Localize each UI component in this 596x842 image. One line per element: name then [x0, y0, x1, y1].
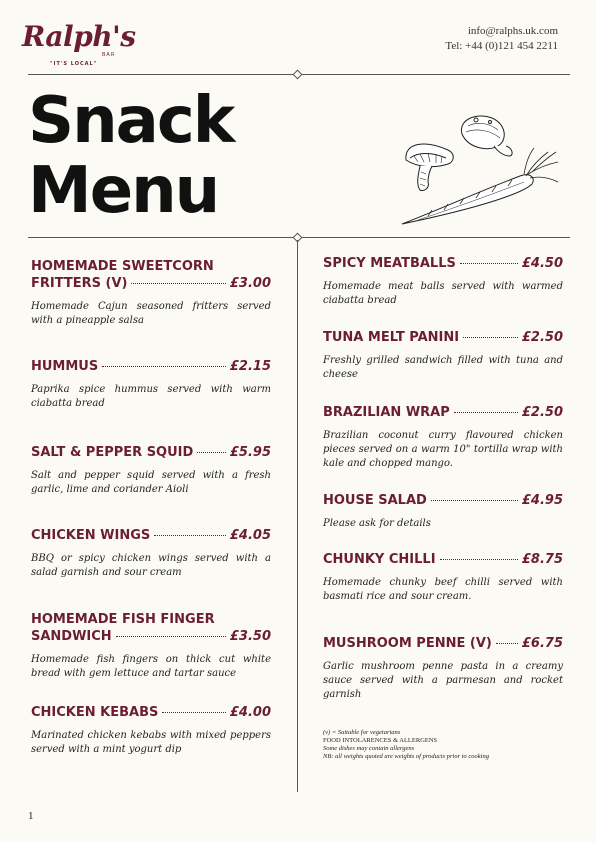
item-price: £4.50: [521, 256, 563, 271]
item-price: £3.50: [229, 629, 271, 644]
leader-dots: [431, 500, 518, 501]
menu-item-chunky-chilli: [323, 551, 563, 604]
item-description: Homemade meat balls served with warmed ciabatta bread: [323, 281, 563, 306]
logo-sub: BAR: [102, 52, 116, 58]
allergen-notes: [323, 729, 489, 761]
title-line-2: Menu: [28, 154, 219, 228]
logo-wordmark: Ralph's: [22, 20, 136, 53]
leader-dots: [162, 712, 226, 713]
item-description: Please ask for details: [323, 518, 431, 529]
item-price: £8.75: [521, 552, 563, 567]
item-description: Freshly grilled sandwich filled with tuna and cheese: [323, 355, 563, 380]
column-divider: [297, 240, 298, 792]
item-name: HOUSE SALAD: [323, 493, 427, 508]
contact-phone[interactable]: Tel: +44 (0)121 454 2211: [445, 40, 558, 52]
item-name: SALT & PEPPER SQUID: [31, 445, 194, 460]
item-name: HUMMUS: [31, 359, 99, 374]
mushroom-carrot-illustration: [398, 112, 560, 227]
menu-item-mushroom-penne: [323, 635, 563, 702]
leader-dots: [131, 283, 225, 284]
leader-dots: [460, 263, 518, 264]
item-description: Marinated chicken kebabs with mixed peppers served with a mint yogurt dip: [31, 730, 271, 755]
page-number: 1: [28, 810, 34, 822]
item-price: £4.05: [229, 528, 271, 543]
leader-dots: [116, 636, 226, 637]
menu-item-hummus: [31, 358, 271, 411]
item-name: CHICKEN KEBABS: [31, 705, 159, 720]
note-contains: Some dishes may contain allergens: [323, 745, 415, 752]
menu-item-house-salad: [323, 492, 563, 531]
item-name: TUNA MELT PANINI: [323, 330, 460, 345]
item-name: CHICKEN WINGS: [31, 528, 151, 543]
item-price: £4.00: [229, 705, 271, 720]
item-description: Homemade chunky beef chilli served with basmati rice and sour cream.: [323, 577, 563, 602]
contact-email[interactable]: info@ralphs.uk.com: [467, 25, 558, 37]
item-price: £2.15: [229, 359, 271, 374]
menu-item-tuna-melt-panini: [323, 329, 563, 382]
leader-dots: [440, 559, 518, 560]
item-description: Homemade fish fingers on thick cut white bread with gem lettuce and tartar sauce: [31, 654, 271, 679]
leader-dots: [102, 366, 226, 367]
mushroom-top-icon: [461, 116, 512, 156]
item-price: £4.95: [521, 493, 563, 508]
leader-dots: [197, 452, 226, 453]
item-name-2: FRITTERS (V): [31, 276, 128, 291]
leader-dots: [154, 535, 226, 536]
item-description: Brazilian coconut curry flavoured chicken pieces served on a warm 10" tortilla wrap with kale and chopped mango.: [323, 430, 563, 469]
menu-item-chicken-wings: [31, 527, 271, 580]
item-name: BRAZILIAN WRAP: [323, 405, 450, 420]
menu-item-spicy-meatballs: [323, 255, 563, 308]
item-name-2: SANDWICH: [31, 629, 112, 644]
note-weights: NB: all weights quoted are weights of products prior to cooking: [323, 753, 489, 760]
item-description: Paprika spice hummus served with warm ciabatta bread: [31, 384, 271, 409]
leader-dots: [463, 337, 518, 338]
logo-tagline: "IT'S LOCAL": [50, 61, 98, 67]
menu-item-fish-finger-sandwich: [31, 611, 271, 681]
page-title: [28, 86, 233, 226]
leader-dots: [496, 643, 518, 644]
item-description: BBQ or spicy chicken wings served with a salad garnish and sour cream: [31, 553, 271, 578]
mushroom-left-icon: [406, 144, 453, 191]
contact-block: [445, 24, 558, 54]
item-price: £2.50: [521, 405, 563, 420]
leader-dots: [454, 412, 518, 413]
item-price: £3.00: [229, 276, 271, 291]
menu-item-sweetcorn-fritters: [31, 258, 271, 328]
item-price: £5.95: [229, 445, 271, 460]
note-allergens-heading: FOOD INTOLARENCES & ALLERGENS: [323, 737, 438, 744]
menu-item-brazilian-wrap: [323, 404, 563, 471]
menu-item-chicken-kebabs: [31, 704, 271, 757]
menu-item-salt-pepper-squid: [31, 444, 271, 497]
item-name: SPICY MEATBALLS: [323, 256, 456, 271]
item-name: CHUNKY CHILLI: [323, 552, 436, 567]
top-divider-diamond: [293, 70, 303, 80]
title-line-1: Snack: [28, 84, 234, 158]
ralphs-logo: [22, 20, 136, 72]
item-price: £6.75: [521, 636, 563, 651]
item-name: HOMEMADE FISH FINGER: [31, 612, 215, 627]
item-price: £2.50: [521, 330, 563, 345]
item-description: Homemade Cajun seasoned fritters served with a pineapple salsa: [31, 301, 271, 326]
item-description: Salt and pepper squid served with a fresh garlic, lime and coriander Aioli: [31, 470, 271, 495]
note-vegetarian: (v) = Suitable for vegetarians: [323, 729, 401, 736]
item-name: HOMEMADE SWEETCORN: [31, 259, 214, 274]
item-name: MUSHROOM PENNE (V): [323, 636, 492, 651]
item-description: Garlic mushroom penne pasta in a creamy sauce served with a parmesan and rocket garnish: [323, 661, 563, 700]
